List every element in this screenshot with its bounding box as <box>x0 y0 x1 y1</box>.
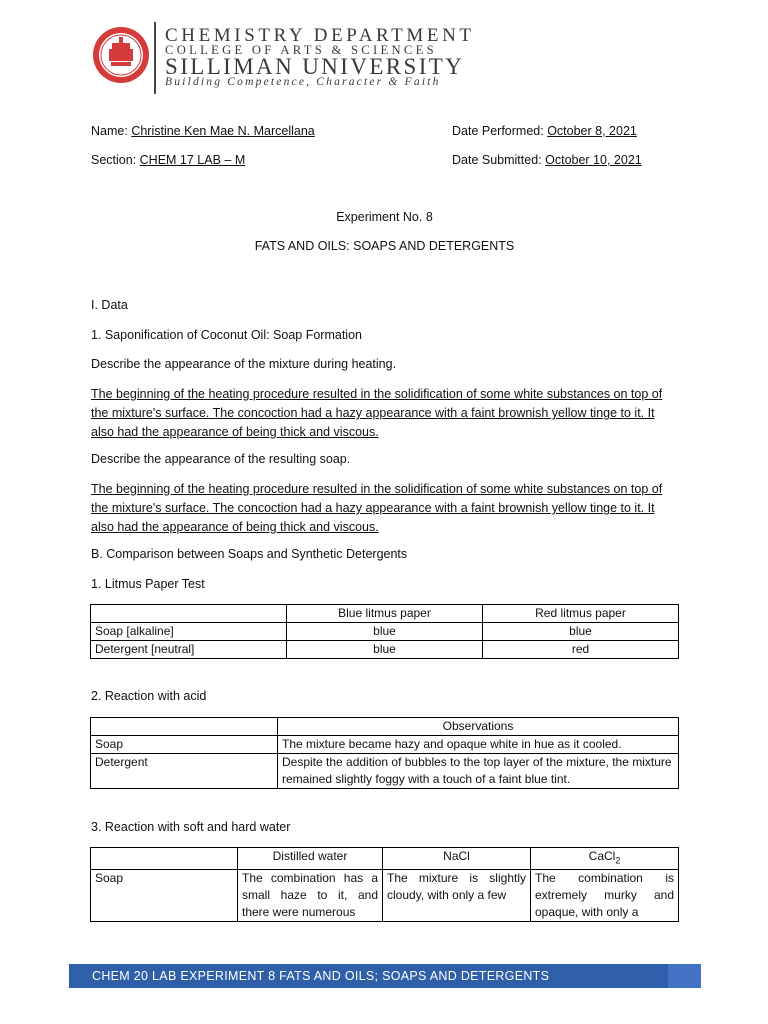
table-cell: Soap <box>91 736 278 754</box>
answer-heating: The beginning of the heating procedure resulted in the solidification of some white substances on top of the mixture's surface. The concoction had a hazy appearance with a faint brownish yellow tinge to it. It also had the appearance of being thick and viscous. <box>91 387 663 439</box>
water-table <box>90 847 679 922</box>
section-row <box>91 153 363 167</box>
cacl-subscript: 2 <box>615 855 621 866</box>
table-row <box>91 870 679 922</box>
answer-soap: The beginning of the heating procedure resulted in the solidification of some white substances on top of the mixture's surface. The concoction had a hazy appearance with a faint brownish yellow tinge to it. It also had the appearance of being thick and viscous. <box>91 482 663 534</box>
date-submitted-row <box>452 153 642 167</box>
table-cell: The mixture became hazy and opaque white in hue as it cooled. <box>278 736 679 754</box>
university-seal-icon <box>92 26 150 84</box>
litmus-heading: 1. Litmus Paper Test <box>91 577 205 591</box>
experiment-title: FATS AND OILS: SOAPS AND DETERGENTS <box>254 239 515 253</box>
date-submitted-value: October 10, 2021 <box>545 153 642 167</box>
table-cell: Detergent [neutral] <box>91 641 287 659</box>
header-divider <box>154 22 156 94</box>
name-row <box>91 124 366 138</box>
footer-text: CHEM 20 LAB EXPERIMENT 8 FATS AND OILS; SOAPS AND DETERGENTS <box>92 969 550 983</box>
table-header-cell <box>91 718 278 736</box>
name-value: Christine Ken Mae N. Marcellana <box>131 124 315 138</box>
experiment-number: Experiment No. 8 <box>336 210 433 224</box>
date-submitted-label: Date Submitted: <box>452 153 542 167</box>
acid-heading: 2. Reaction with acid <box>91 689 207 703</box>
date-performed-label: Date Performed: <box>452 124 544 138</box>
saponification-heading: 1. Saponification of Coconut Oil: Soap Formation <box>91 328 362 342</box>
table-header-cell <box>91 605 287 623</box>
table-header-cell <box>531 848 679 870</box>
acid-table <box>90 717 679 789</box>
table-header-row <box>91 605 679 623</box>
section-value: CHEM 17 LAB – M <box>139 153 246 167</box>
table-cell: Detergent <box>91 754 278 789</box>
table-cell: Despite the addition of bubbles to the top layer of the mixture, the mixture remained slightly foggy with a touch of a faint blue tint. <box>278 754 679 789</box>
litmus-table <box>90 604 679 659</box>
table-cell: The combination is extremely murky and opaque, with only a <box>531 870 679 922</box>
department-name: CHEMISTRY DEPARTMENT <box>165 25 475 46</box>
table-header-cell: Distilled water <box>238 848 383 870</box>
table-cell: blue <box>483 623 679 641</box>
table-header-cell: NaCl <box>383 848 531 870</box>
comparison-heading: B. Comparison between Soaps and Synthetic Detergents <box>91 547 408 561</box>
table-header-cell: Observations <box>278 718 679 736</box>
question-soap: Describe the appearance of the resulting soap. <box>91 452 351 466</box>
table-row <box>91 641 679 659</box>
table-header-cell: Red litmus paper <box>483 605 679 623</box>
table-header-cell: Blue litmus paper <box>287 605 483 623</box>
university-motto: Building Competence, Character & Faith <box>165 76 441 88</box>
table-cell: Soap [alkaline] <box>91 623 287 641</box>
date-performed-row <box>452 124 637 138</box>
water-heading: 3. Reaction with soft and hard water <box>91 820 291 834</box>
cacl-label: CaCl <box>588 849 616 863</box>
table-row <box>91 623 679 641</box>
table-cell: blue <box>287 641 483 659</box>
table-header-row <box>91 718 679 736</box>
college-name: COLLEGE OF ARTS & SCIENCES <box>165 43 437 57</box>
section-heading-data: I. Data <box>91 298 128 312</box>
table-row <box>91 754 679 789</box>
date-performed-value: October 8, 2021 <box>547 124 637 138</box>
table-row <box>91 736 679 754</box>
table-cell: The mixture is slightly cloudy, with only a few <box>383 870 531 922</box>
table-cell: Soap <box>91 870 238 922</box>
question-heating: Describe the appearance of the mixture during heating. <box>91 357 397 371</box>
footer-page-tab <box>668 964 701 988</box>
table-cell: red <box>483 641 679 659</box>
university-name: SILLIMAN UNIVERSITY <box>165 54 465 79</box>
section-label: Section: <box>91 153 137 167</box>
table-header-cell <box>91 848 238 870</box>
table-header-row <box>91 848 679 870</box>
table-cell: blue <box>287 623 483 641</box>
table-cell: The combination has a small haze to it, and there were numerous <box>238 870 383 922</box>
name-label: Name: <box>91 124 128 138</box>
